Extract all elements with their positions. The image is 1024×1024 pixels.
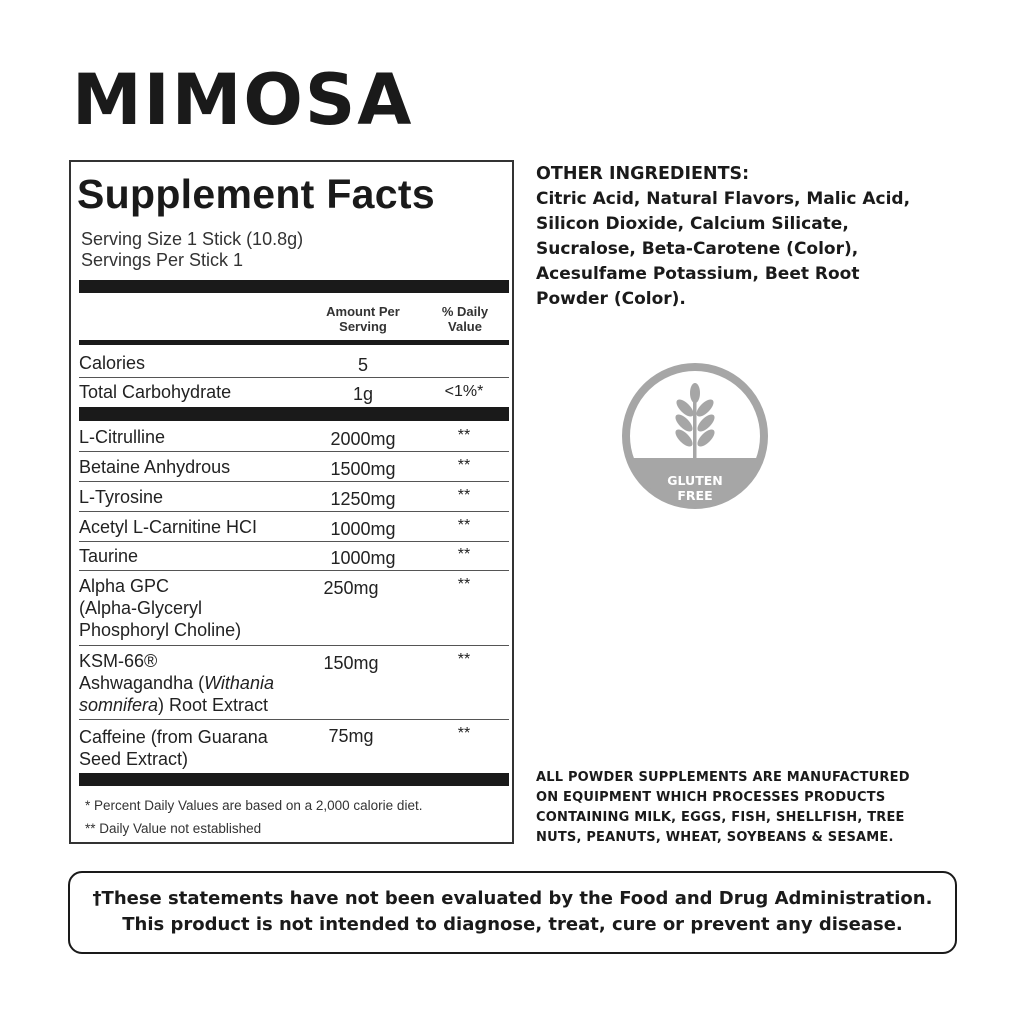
medium-divider — [79, 340, 509, 345]
allergen-line: ON EQUIPMENT WHICH PROCESSES PRODUCTS — [536, 790, 886, 805]
thick-divider — [79, 280, 509, 293]
ingredient-dv: ** — [457, 725, 471, 742]
ingredient-dv: ** — [457, 576, 471, 593]
amount-header-line2: Serving — [339, 319, 387, 334]
ingredients-line: Powder (Color). — [536, 289, 686, 309]
name-line: Phosphoryl Choline) — [79, 620, 242, 640]
name-line: Alpha GPC — [79, 576, 170, 596]
servings-per: Servings Per Stick 1 — [81, 250, 244, 270]
ingredient-amount: 250mg — [323, 578, 379, 598]
ingredient-amount: 75mg — [328, 726, 374, 746]
ingredient-name — [79, 726, 309, 770]
name-line: Caffeine (from Guarana — [79, 727, 268, 747]
ingredient-name — [79, 575, 309, 641]
ingredient-dv: ** — [457, 517, 471, 534]
other-ingredients-heading: OTHER INGREDIENTS: — [536, 164, 750, 184]
product-title: MIMOSA — [72, 59, 414, 141]
badge-line2: FREE — [677, 488, 713, 503]
thick-divider — [79, 773, 509, 786]
dv-column-header — [421, 304, 509, 334]
name-line: ) Root Extract — [158, 695, 269, 715]
ingredient-name: Betaine Anhydrous — [79, 457, 231, 477]
nutrient-amount: 5 — [357, 355, 368, 375]
nutrient-dv: <1%* — [444, 383, 484, 400]
nutrient-amount: 1g — [352, 384, 374, 404]
ingredients-line: Citric Acid, Natural Flavors, Malic Acid, — [536, 189, 911, 209]
ingredient-name: Acetyl L-Carnitine HCI — [79, 517, 258, 537]
dv-header-line1: % Daily — [441, 304, 489, 319]
ingredient-name: L-Tyrosine — [79, 487, 164, 507]
footnote-dv: * Percent Daily Values are based on a 2,000 calorie diet. — [85, 798, 423, 813]
allergen-line: NUTS, PEANUTS, WHEAT, SOYBEANS & SESAME. — [536, 830, 894, 845]
name-italic: Withania — [204, 673, 274, 693]
row-divider — [79, 481, 509, 482]
other-ingredients-list — [536, 187, 956, 312]
ingredient-amount: 150mg — [323, 653, 379, 673]
ingredient-dv: ** — [457, 487, 471, 504]
thick-divider — [79, 407, 509, 421]
ingredient-amount: 1000mg — [330, 519, 396, 539]
row-divider — [79, 570, 509, 571]
ingredients-line: Acesulfame Potassium, Beet Root — [536, 264, 860, 284]
name-line: Seed Extract) — [79, 749, 189, 769]
nutrient-name: Calories — [79, 353, 146, 373]
gluten-free-badge — [619, 360, 771, 512]
row-divider — [79, 451, 509, 452]
ingredient-dv: ** — [457, 651, 471, 668]
ingredient-dv: ** — [457, 546, 471, 563]
name-line: (Alpha-Glyceryl — [79, 598, 203, 618]
allergen-line: CONTAINING MILK, EGGS, FISH, SHELLFISH, TREE — [536, 810, 905, 825]
ingredient-dv: ** — [457, 457, 471, 474]
row-divider — [79, 377, 509, 378]
ingredient-name: Taurine — [79, 546, 139, 566]
ingredient-amount: 1500mg — [330, 459, 396, 479]
ingredients-line: Sucralose, Beta-Carotene (Color), — [536, 239, 859, 259]
row-divider — [79, 541, 509, 542]
dv-header-line2: Value — [448, 319, 482, 334]
disclaimer-line1: †These statements have not been evaluated by the Food and Drug Administration. — [92, 888, 933, 909]
row-divider — [79, 511, 509, 512]
ingredient-amount: 1000mg — [330, 548, 396, 568]
supplement-facts-panel — [69, 160, 514, 844]
name-line: KSM-66® — [79, 651, 158, 671]
badge-line1: GLUTEN — [667, 473, 723, 488]
facts-heading: Supplement Facts — [77, 171, 435, 217]
serving-size: Serving Size 1 Stick (10.8g) — [81, 229, 304, 249]
ingredient-amount: 1250mg — [330, 489, 396, 509]
ingredient-name — [79, 650, 309, 716]
allergen-line: ALL POWDER SUPPLEMENTS ARE MANUFACTURED — [536, 770, 910, 785]
row-divider — [79, 645, 509, 646]
footnote-not-established: ** Daily Value not established — [85, 821, 262, 836]
amount-header-line1: Amount Per — [326, 304, 400, 319]
amount-column-header — [311, 304, 415, 334]
fda-disclaimer — [68, 871, 957, 954]
disclaimer-line2: This product is not intended to diagnose, treat, cure or prevent any disease. — [122, 914, 903, 935]
name-line: Ashwagandha ( — [79, 673, 205, 693]
ingredients-line: Silicon Dioxide, Calcium Silicate, — [536, 214, 849, 234]
ingredient-dv: ** — [457, 427, 471, 444]
ingredient-name: L-Citrulline — [79, 427, 166, 447]
nutrient-name: Total Carbohydrate — [79, 382, 232, 402]
row-divider — [79, 719, 509, 720]
ingredient-amount: 2000mg — [330, 429, 396, 449]
name-italic: somnifera — [79, 695, 159, 715]
allergen-statement — [536, 768, 936, 848]
